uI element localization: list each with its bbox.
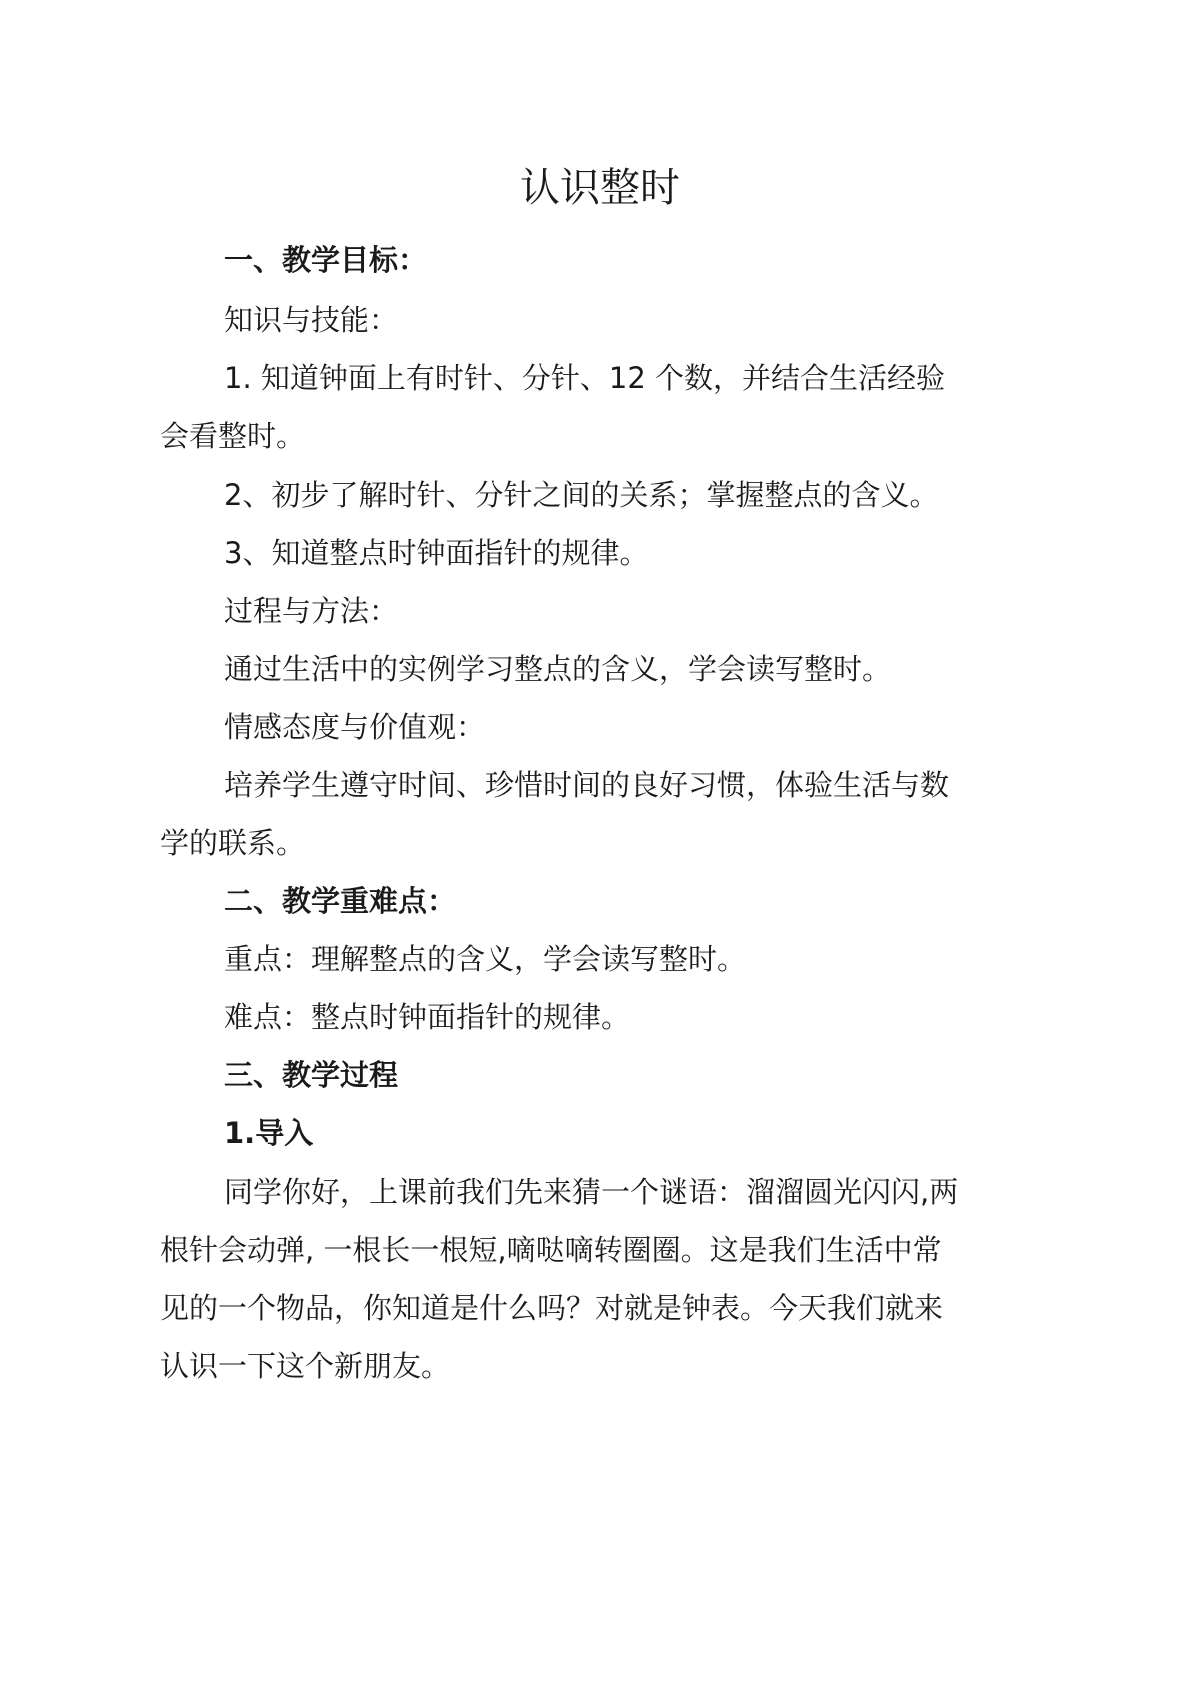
paragraph-line: 见的一个物品，你知道是什么吗？对就是钟表。今天我们就来 — [160, 1291, 944, 1325]
paragraph-line: 通过生活中的实例学习整点的含义，学会读写整时。 — [224, 652, 892, 686]
heading-teaching-goals: 一、教学目标： — [224, 243, 428, 277]
paragraph-line: 重点：理解整点的含义，学会读写整时。 — [224, 942, 747, 976]
subheading-knowledge-skills: 知识与技能： — [224, 303, 399, 337]
paragraph-line: 会看整时。 — [160, 419, 306, 453]
document-title: 认识整时 — [520, 165, 680, 211]
paragraph-line: 难点：整点时钟面指针的规律。 — [224, 1000, 631, 1034]
subheading-emotion-values: 情感态度与价值观： — [224, 710, 486, 744]
paragraph-line: 培养学生遵守时间、珍惜时间的良好习惯，体验生活与数 — [224, 768, 950, 802]
paragraph-line: 1. 知道钟面上有时针、分针、12 个数，并结合生活经验 — [224, 361, 946, 395]
paragraph-line: 根针会动弹, 一根长一根短,嘀哒嘀转圈圈。这是我们生活中常 — [160, 1233, 942, 1267]
paragraph-line: 认识一下这个新朋友。 — [160, 1349, 451, 1383]
paragraph-line: 2、初步了解时针、分针之间的关系；掌握整点的含义。 — [224, 478, 939, 512]
paragraph-line: 3、知道整点时钟面指针的规律。 — [224, 536, 649, 570]
heading-key-difficult-points: 二、教学重难点： — [224, 884, 457, 918]
heading-introduction: 1.导入 — [224, 1116, 314, 1150]
heading-teaching-process: 三、教学过程 — [224, 1058, 399, 1092]
paragraph-line: 学的联系。 — [160, 826, 306, 860]
paragraph-line: 同学你好，上课前我们先来猜一个谜语：溜溜圆光闪闪,两 — [224, 1175, 959, 1209]
subheading-process-method: 过程与方法： — [224, 594, 399, 628]
